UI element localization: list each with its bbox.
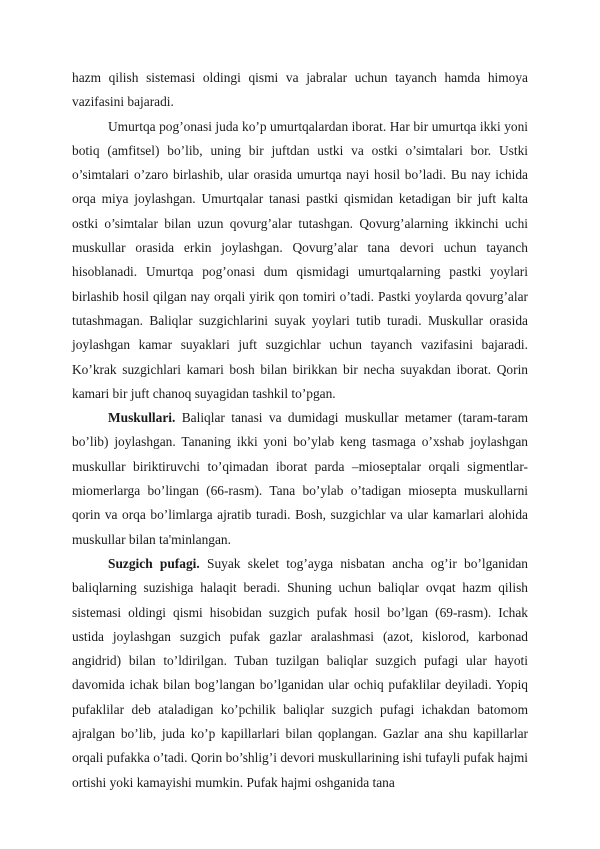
paragraph-suzgich-pufagi [72,552,528,795]
document-page [72,66,528,795]
paragraph-2 [72,115,528,407]
paragraph-2-text: Umurtqa pog’onasi juda ko’p umurtqalardan iborat. Har bir umurtqa ikki yoni botiq (amfitsel) bo’lib, uning bir juftdan ustki va ostki o’simtalari bor. Ustki o’simtalari o’zaro birlashib, ular orasida umurtqa nayi hosil bo’ladi. Bu nay ichida orqa miya joylashgan. Umurtqalar tanasi pastki qismidan ketadigan bir juft kalta ostki o’simtalar bilan uzun qovurg’alar tutashgan. Qovurg’alarning ikkinchi uchi muskullar orasida erkin joylashgan. Qovurg’alar tana devori uchun tayanch hisoblanadi. Umurtqa pog’onasi dum qismidagi umurtqalarning pastki yoylari birlashib hosil qilgan nay orqali yirik qon tomiri o’tadi. Pastki yoylarda qovurg’alar tutashmagan. Baliqlar suzgichlarini suyak yoylari tutib turadi. Muskullar orasida joylashgan kamar suyaklari juft suzgichlar uchun tayanch vazifasini bajaradi. Ko’krak suzgichlari kamari bosh bilan birikkan bir necha suyakdan iborat. Qorin kamari bir juft chanoq suyagidan tashkil to’pgan. [72,118,528,401]
paragraph-suzgich-pufagi-text: Suyak skelet tog’ayga nisbatan ancha og’ir bo’lganidan baliqlarning suzishiga halaqit beradi. Shuning uchun baliqlar ovqat hazm qilish sistemasi oldingi qismi hisobidan suzgich pufak hosil bo’lgan (69-rasm). Ichak ustida joylashgan suzgich pufak gazlar aralashmasi (azot, kislorod, karbonad angidrid) bilan to’ldirilgan. Tuban tuzilgan baliqlar suzgich pufagi ular hayoti davomida ichak bilan bog’langan bo’lganidan ular ochiq pufaklilar deyiladi. Yopiq pufaklilar deb ataladigan ko’pchilik baliqlar suzgich pufagi ichakdan batomom ajralgan bo’lib, juda ko’p kapillarlari bilan qoplangan. Gazlar ana shu kapillarlar orqali pufakka o’tadi. Qorin bo’shlig’i devori muskullarining ishi tufayli pufak hajmi ortishi yoki kamayishi mumkin. Pufak hajmi oshganida tana [72,555,528,790]
heading-muskullari: Muskullari. [108,410,176,426]
paragraph-muskullari [72,406,528,552]
paragraph-1 [72,66,528,115]
paragraph-muskullari-text: Baliqlar tanasi va dumidagi muskullar metamer (taram-taram bo’lib) joylashgan. Tananing ikki yoni bo’ylab keng tasmaga o’xshab joylashgan muskullar biriktiruvchi to’qimadan iborat parda –mioseptalar orqali sigmentlar-miomerlarga bo’lingan (66-rasm). Tana bo’ylab o’tadigan miosepta muskullarni qorin va orqa bo’limlarga ajratib turadi. Bosh, suzgichlar va ular kamarlari alohida muskullar bilan ta'minlangan. [72,410,528,547]
paragraph-1-text: hazm qilish sistemasi oldingi qismi va jabralar uchun tayanch hamda himoya vazifasini bajaradi. [72,70,528,110]
heading-suzgich-pufagi: Suzgich pufagi. [108,555,200,571]
